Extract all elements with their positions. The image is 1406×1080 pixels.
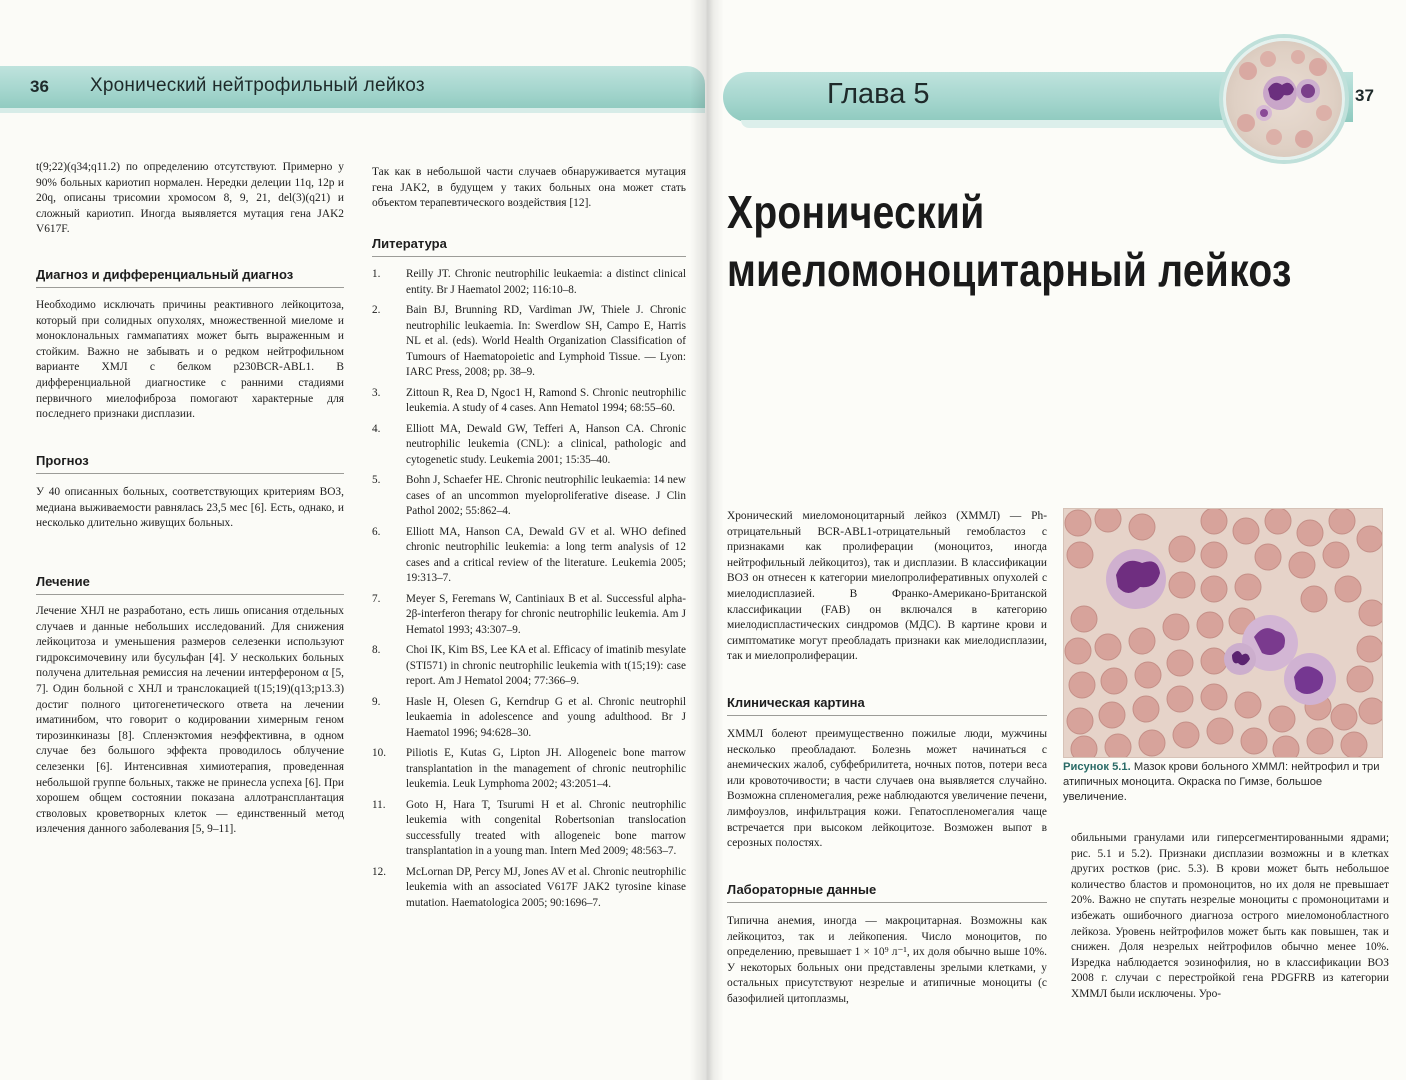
- reference-item: [372, 422, 686, 469]
- cmml-intro-paragraph: [727, 509, 1047, 665]
- reference-text: Choi IK, Kim BS, Lee KA et al. Efficacy of imatinib mesylate (STI571) in chronic neutrophilic leukemia with t(15;19): case report. Am J Hematol 2004; 77:366–9.: [406, 644, 686, 687]
- reference-text: Meyer S, Feremans W, Cantiniaux B et al. Successful alpha-2β-interferon therapy for chronic neutrophilic leukemia. Am J Hematol 1993; 43:307–9.: [406, 592, 686, 636]
- reference-text: Piliotis E, Kutas G, Lipton JH. Allogeneic bone marrow transplantation in the management of chronic neutrophilic leukemia. Leuk Lymphoma 2002; 43:2051–4.: [406, 747, 686, 790]
- reference-text: Elliott MA, Hanson CA, Dewald GV et al. WHO defined chronic neutrophilic leukemia: a long term analysis of 12 cases and a critical review of the literature. Leukemia 2005; 19:313–7.: [406, 525, 686, 584]
- reference-item: [372, 525, 686, 587]
- prognosis-paragraph: [36, 485, 344, 532]
- section-rule: [727, 715, 1047, 716]
- reference-item: [372, 303, 686, 381]
- intro-text: t(9;22)(q34;q11.2) по определению отсутствуют. Примерно у 90% больных кариотип нормален. Нередки делеции 11q, 12p и 20q, описаны трисомии хромосом 8, 9, 21, del(3)(q21) и сложный кариотип. Иногда выявляется мутация гена JAK2 V617F.: [36, 161, 344, 236]
- reference-item: [372, 798, 686, 860]
- treatment-paragraph: [36, 604, 344, 838]
- reference-list: [372, 267, 686, 916]
- prognosis-text: У 40 описанных больных, соответствующих критериям ВОЗ, медиана выживаемости равнялась 23,5 мес [6]. Есть, однако, и несколько длительно живущих больных.: [36, 486, 344, 530]
- section-rule: [36, 287, 344, 288]
- reference-number: 1.: [372, 268, 381, 280]
- chapter-label: Глава 5: [827, 78, 930, 110]
- intro-paragraph: [36, 160, 344, 238]
- diagnosis-text: Необходимо исключать причины реактивного лейкоцитоза, который при солидных опухолях, множественной миеломе и моноклональных гаммапатиях может быть выраженным и стойким. Важно не забывать и о редком нейтрофильном варианте ХМЛ с белком p230BCR-ABL1. В дифференциальной диагностике с ранними стадиями первичного миелофиброза помогают характерные для последнего признаки дисплазии.: [36, 299, 344, 421]
- reference-item: [372, 643, 686, 690]
- reference-text: McLornan DP, Percy MJ, Jones AV et al. Chronic neutrophilic leukemia with an associated V617F JAK2 tyrosine kinase mutation. Haematologica 2005; 90:1696–7.: [406, 865, 686, 909]
- section-heading-clinical: Клиническая картина: [727, 695, 865, 710]
- reference-number: 3.: [372, 386, 381, 399]
- reference-text: Hasle H, Olesen G, Kerndrup G et al. Chronic neutrophil leukaemia in adolescence and young adulthood. Br J Haematol 1996; 94:628–30.: [406, 695, 686, 739]
- reference-number: 2.: [372, 304, 381, 316]
- clinical-text: ХММЛ болеют преимущественно пожилые люди, мужчины несколько преобладают. Болезнь может начинаться с анемических жалоб, субфебрилитета, ночных потов, потери веса или кровоточивости; в части случаев она выявляется случайно. Возможна спленомегалия, реже наблюдаются увеличение печени, лимфоузлов, инфильтрация кожи. Гепатоспленомегалия чаще встречается при высоком лейкоцитозе. Возможен выпот в серозных полостях.: [727, 728, 1047, 850]
- reference-item: [372, 267, 686, 298]
- continuation-text: обильными гранулами или гиперсегментированными ядрами; рис. 5.1 и 5.2). Признаки дисплазии возможны и в клетках других ростков (рис. 5.3). В крови может быть небольшое количество бластов и промоноцитов, но их доля не превышает 20%. Важно не спутать незрелые моноциты с промоноцитами и избежать ошибочного диагноза острого миеломонобластного лейкоза. Уровень нейтрофилов может быть как повышен, так и снижен. Доля незрелых нейтрофилов обычно менее 10%. Изредка наблюдается эозинофилия, но в классификации ВОЗ 2008 г. случаи с перестройкой гена PDGFRB из категории ХММЛ были исключены. Уро-: [1071, 832, 1389, 1000]
- reference-text: Bain BJ, Brunning RD, Vardiman JW, Thiele J. Chronic neutrophilic leukaemia. In: Swerdlow SH, Campo E, Harris NL et al. (eds). World Health Organization Classification of Tumours of Haematopoietic and Lymphoid Tissue. — Lyon: IARC Press, 2008; pp. 38–9.: [406, 304, 686, 378]
- jak2-text: Так как в небольшой части случаев обнаруживается мутация гена JAK2, в будущем у таких больных она может стать объектом терапевтического воздействия [12].: [372, 166, 686, 210]
- reference-text: Elliott MA, Dewald GW, Tefferi A, Hanson CA. Chronic neutrophilic leukemia (CNL): a clinical, pathologic and cytogenetic study. Leukemia 2001; 15:35–40.: [406, 422, 686, 466]
- reference-item: [372, 473, 686, 520]
- chapter-title-line1: Хронический: [727, 188, 985, 239]
- figure-caption-text: Мазок крови больного ХММЛ: нейтрофил и три атипичных моноцита. Окраска по Гимзе, большое увеличение.: [1063, 761, 1380, 804]
- reference-text: Zittoun R, Rea D, Ngoc1 H, Ramond S. Chronic neutrophilic leukemia. A study of 4 cases. Ann Hematol 1994; 68:55–60.: [406, 386, 686, 414]
- references-heading: Литература: [372, 236, 447, 251]
- left-page-number: 36: [30, 77, 49, 96]
- diagnosis-paragraph: [36, 298, 344, 423]
- section-heading-lab: Лабораторные данные: [727, 882, 877, 897]
- figure-caption: [1063, 760, 1383, 806]
- reference-number: 8.: [372, 644, 381, 656]
- reference-item: [372, 592, 686, 639]
- clinical-paragraph: [727, 727, 1047, 852]
- reference-item: [372, 386, 686, 417]
- reference-text: Bohn J, Schaefer HE. Chronic neutrophilic leukaemia: 14 new cases of an uncommon myeloproliferative disease. J Clin Pathol 2002; 55:862–4.: [406, 474, 686, 517]
- lab-text: Типична анемия, иногда — макроцитарная. Возможны как лейкоцитоз, так и лейкопения. Число моноцитов, по определению, превышает 1 × 10⁹ л⁻¹, их доля обычно выше 10%. У некоторых больных они представлены зрелыми клетками, у остальных присутствуют незрелые и атипичные моноциты (с базофилией цитоплазмы,: [727, 915, 1047, 1005]
- chapter-title-line2: миеломоноцитарный лейкоз: [727, 246, 1292, 297]
- section-heading-treatment: Лечение: [36, 574, 90, 589]
- lab-paragraph: [727, 914, 1047, 1008]
- reference-text: Goto H, Hara T, Tsurumi H et al. Chronic neutrophilic leukemia with congenital Robertsonian translocation successfully treated with allogeneic bone marrow transplantation in a young man. Intern Med 2009; 48:563–7.: [406, 798, 686, 857]
- section-heading-diagnosis: Диагноз и дифференциальный диагноз: [36, 267, 294, 282]
- reference-number: 9.: [372, 695, 381, 708]
- section-rule: [372, 256, 686, 257]
- medallion-cells: [1226, 41, 1342, 157]
- continuation-paragraph: [1071, 831, 1389, 1003]
- right-page: [705, 0, 1406, 1080]
- reference-number: 5.: [372, 474, 381, 486]
- figure-caption-label: Рисунок 5.1.: [1063, 761, 1131, 773]
- right-page-number: 37: [1355, 86, 1374, 105]
- section-rule: [727, 902, 1047, 903]
- section-rule: [36, 594, 344, 595]
- treatment-text: Лечение ХНЛ не разработано, есть лишь описания отдельных случаев и данные небольших исследований. Для снижения лейкоцитоза и уменьшения размеров селезенки используют гидроксимочевину или бусульфан [4]. У нескольких больных получена длительная ремиссия на лечении интерфероном α [5, 7]. Один больной с ХНЛ и транслокацией t(15;19)(q13;p13.3) достиг полного цитогенетического ответа на лечении иматинибом, что говорит о кодировании химерным геном тирозинкиназы [8]. Спленэктомия неэффективна, в одном случае без большого эффекта проводилось облучение селезенки [6]. Интенсивная химиотерапия, проведенная небольшой группе больных, также не принесла успеха [6]. При хорошем общем состоянии показана аллотрансплантация стволовых кроветворных клеток — единственный метод излечения данного заболевания [5, 9–11].: [36, 605, 344, 836]
- left-header-band-shadow: [0, 108, 705, 113]
- running-title: Хронический нейтрофильный лейкоз: [90, 75, 425, 96]
- reference-number: 10.: [372, 747, 386, 759]
- reference-number: 12.: [372, 865, 386, 878]
- reference-number: 6.: [372, 525, 381, 538]
- jak2-paragraph: [372, 165, 686, 212]
- section-heading-prognosis: Прогноз: [36, 453, 89, 468]
- reference-item: [372, 746, 686, 793]
- reference-item: [372, 865, 686, 912]
- blood-smear-medallion: [1223, 38, 1345, 160]
- cmml-intro-text: Хронический миеломоноцитарный лейкоз (ХММЛ) — Ph-отрицательный BCR-ABL1-отрицательный гемобластоз с признаками как пролиферации (моноцитоз, иногда нейтрофильный лейкоцитоз), так и дисплазии. В классификации ВОЗ он отнесен к категории миелопролиферативных опухолей с миелодисплазией. В Франко-Американо-Британской классификации (FAB) он включался в категорию миелодиспластических синдромов (МДС). В картине крови и симптоматике могут преобладать признаки как миелодисплазии, так и миелопролиферации.: [727, 510, 1047, 663]
- blood-smear-image: [1064, 509, 1382, 757]
- reference-text: Reilly JT. Chronic neutrophilic leukaemia: a distinct clinical entity. Br J Haematol 2002; 116:10–8.: [406, 268, 686, 296]
- reference-number: 4.: [372, 422, 381, 435]
- reference-item: [372, 695, 686, 742]
- reference-number: 7.: [372, 592, 381, 605]
- reference-number: 11.: [372, 798, 386, 811]
- section-rule: [36, 473, 344, 474]
- figure-5-1-blood-smear: [1063, 508, 1383, 758]
